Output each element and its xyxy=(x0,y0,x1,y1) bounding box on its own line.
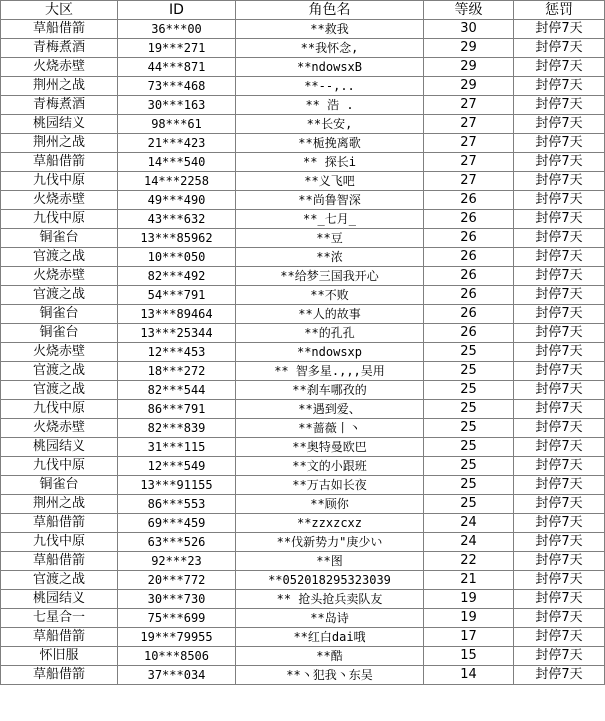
cell-role-name: **ndowsxp xyxy=(236,343,424,362)
cell-role-name: **我怀念, xyxy=(236,39,424,58)
cell-id: 92***23 xyxy=(118,552,236,571)
cell-region: 荆州之战 xyxy=(1,77,118,96)
cell-id: 12***453 xyxy=(118,343,236,362)
cell-penalty: 封停7天 xyxy=(514,20,605,39)
cell-level: 29 xyxy=(424,58,514,77)
cell-id: 63***526 xyxy=(118,533,236,552)
cell-level: 25 xyxy=(424,495,514,514)
cell-level: 25 xyxy=(424,438,514,457)
cell-level: 25 xyxy=(424,362,514,381)
cell-region: 草船借箭 xyxy=(1,552,118,571)
cell-region: 火烧赤壁 xyxy=(1,343,118,362)
cell-role-name: **遇到爱、 xyxy=(236,400,424,419)
cell-id: 44***871 xyxy=(118,58,236,77)
cell-level: 14 xyxy=(424,666,514,685)
cell-id: 86***791 xyxy=(118,400,236,419)
cell-level: 25 xyxy=(424,381,514,400)
cell-level: 25 xyxy=(424,476,514,495)
table-row xyxy=(1,457,605,476)
cell-penalty: 封停7天 xyxy=(514,533,605,552)
cell-level: 29 xyxy=(424,39,514,58)
cell-region: 九伐中原 xyxy=(1,533,118,552)
table-row xyxy=(1,514,605,533)
cell-penalty: 封停7天 xyxy=(514,590,605,609)
cell-id: 36***00 xyxy=(118,20,236,39)
table-row xyxy=(1,476,605,495)
cell-level: 22 xyxy=(424,552,514,571)
cell-level: 26 xyxy=(424,229,514,248)
cell-level: 27 xyxy=(424,153,514,172)
cell-region: 官渡之战 xyxy=(1,362,118,381)
table-row xyxy=(1,533,605,552)
cell-role-name: **万古如长夜 xyxy=(236,476,424,495)
cell-penalty: 封停7天 xyxy=(514,362,605,381)
cell-penalty: 封停7天 xyxy=(514,191,605,210)
cell-role-name: **红白dai哦 xyxy=(236,628,424,647)
cell-role-name: **_七月_ xyxy=(236,210,424,229)
table-row xyxy=(1,96,605,115)
cell-region: 火烧赤壁 xyxy=(1,191,118,210)
cell-role-name: **ndowsxB xyxy=(236,58,424,77)
cell-region: 青梅煮酒 xyxy=(1,96,118,115)
cell-level: 25 xyxy=(424,419,514,438)
cell-role-name: **伐新势力"庚少い xyxy=(236,533,424,552)
cell-penalty: 封停7天 xyxy=(514,305,605,324)
table-row xyxy=(1,628,605,647)
header-id: ID xyxy=(118,1,236,20)
cell-role-name: **顾你 xyxy=(236,495,424,514)
cell-region: 草船借箭 xyxy=(1,153,118,172)
cell-penalty: 封停7天 xyxy=(514,172,605,191)
cell-penalty: 封停7天 xyxy=(514,324,605,343)
cell-id: 20***772 xyxy=(118,571,236,590)
table-row xyxy=(1,229,605,248)
cell-role-name: **给梦三国我开心 xyxy=(236,267,424,286)
cell-id: 98***61 xyxy=(118,115,236,134)
table-row xyxy=(1,77,605,96)
cell-role-name: **奥特曼欧巴 xyxy=(236,438,424,457)
table-row xyxy=(1,286,605,305)
cell-role-name: ** 浩 . xyxy=(236,96,424,115)
table-body xyxy=(1,20,605,685)
cell-id: 73***468 xyxy=(118,77,236,96)
cell-region: 火烧赤壁 xyxy=(1,419,118,438)
table-row xyxy=(1,590,605,609)
cell-penalty: 封停7天 xyxy=(514,77,605,96)
cell-level: 27 xyxy=(424,134,514,153)
cell-penalty: 封停7天 xyxy=(514,134,605,153)
cell-level: 24 xyxy=(424,514,514,533)
cell-level: 27 xyxy=(424,115,514,134)
cell-id: 10***050 xyxy=(118,248,236,267)
cell-region: 官渡之战 xyxy=(1,571,118,590)
header-row xyxy=(1,1,605,20)
cell-role-name: **酷 xyxy=(236,647,424,666)
cell-role-name: **文的小跟班 xyxy=(236,457,424,476)
table-row xyxy=(1,210,605,229)
cell-penalty: 封停7天 xyxy=(514,229,605,248)
cell-penalty: 封停7天 xyxy=(514,58,605,77)
cell-penalty: 封停7天 xyxy=(514,267,605,286)
table-row xyxy=(1,419,605,438)
cell-region: 铜雀台 xyxy=(1,305,118,324)
table-row xyxy=(1,172,605,191)
cell-id: 18***272 xyxy=(118,362,236,381)
cell-role-name: **长安, xyxy=(236,115,424,134)
cell-penalty: 封停7天 xyxy=(514,115,605,134)
cell-penalty: 封停7天 xyxy=(514,457,605,476)
cell-id: 82***839 xyxy=(118,419,236,438)
table-row xyxy=(1,248,605,267)
cell-id: 82***544 xyxy=(118,381,236,400)
cell-level: 26 xyxy=(424,248,514,267)
cell-region: 九伐中原 xyxy=(1,457,118,476)
cell-penalty: 封停7天 xyxy=(514,609,605,628)
cell-penalty: 封停7天 xyxy=(514,571,605,590)
cell-penalty: 封停7天 xyxy=(514,39,605,58)
cell-penalty: 封停7天 xyxy=(514,381,605,400)
cell-region: 火烧赤壁 xyxy=(1,267,118,286)
cell-level: 21 xyxy=(424,571,514,590)
cell-level: 26 xyxy=(424,210,514,229)
cell-level: 19 xyxy=(424,590,514,609)
cell-region: 草船借箭 xyxy=(1,514,118,533)
table-row xyxy=(1,666,605,685)
cell-role-name: **不败 xyxy=(236,286,424,305)
cell-level: 15 xyxy=(424,647,514,666)
cell-penalty: 封停7天 xyxy=(514,552,605,571)
cell-region: 荆州之战 xyxy=(1,495,118,514)
table-row xyxy=(1,381,605,400)
cell-region: 九伐中原 xyxy=(1,172,118,191)
table-row xyxy=(1,495,605,514)
cell-role-name: **丶犯我丶东吴 xyxy=(236,666,424,685)
cell-region: 七星合一 xyxy=(1,609,118,628)
cell-id: 30***163 xyxy=(118,96,236,115)
cell-id: 21***423 xyxy=(118,134,236,153)
cell-penalty: 封停7天 xyxy=(514,286,605,305)
cell-id: 75***699 xyxy=(118,609,236,628)
table-row xyxy=(1,362,605,381)
cell-region: 桃园结义 xyxy=(1,590,118,609)
cell-level: 26 xyxy=(424,267,514,286)
cell-role-name: **刹车哪孜的 xyxy=(236,381,424,400)
cell-region: 铜雀台 xyxy=(1,229,118,248)
cell-role-name: **人的故事 xyxy=(236,305,424,324)
cell-region: 草船借箭 xyxy=(1,666,118,685)
cell-level: 25 xyxy=(424,457,514,476)
cell-role-name: **图 xyxy=(236,552,424,571)
cell-level: 30 xyxy=(424,20,514,39)
cell-region: 草船借箭 xyxy=(1,20,118,39)
cell-id: 43***632 xyxy=(118,210,236,229)
table-row xyxy=(1,609,605,628)
table-row xyxy=(1,20,605,39)
cell-level: 27 xyxy=(424,172,514,191)
cell-id: 49***490 xyxy=(118,191,236,210)
table-row xyxy=(1,571,605,590)
cell-level: 17 xyxy=(424,628,514,647)
cell-id: 12***549 xyxy=(118,457,236,476)
cell-role-name: **浓 xyxy=(236,248,424,267)
cell-id: 14***2258 xyxy=(118,172,236,191)
cell-role-name: **救我 xyxy=(236,20,424,39)
table-row xyxy=(1,400,605,419)
cell-region: 桃园结义 xyxy=(1,438,118,457)
cell-penalty: 封停7天 xyxy=(514,153,605,172)
cell-penalty: 封停7天 xyxy=(514,438,605,457)
table-row xyxy=(1,343,605,362)
cell-region: 九伐中原 xyxy=(1,210,118,229)
cell-penalty: 封停7天 xyxy=(514,514,605,533)
cell-id: 82***492 xyxy=(118,267,236,286)
cell-level: 27 xyxy=(424,96,514,115)
table-row xyxy=(1,647,605,666)
cell-region: 官渡之战 xyxy=(1,286,118,305)
cell-role-name: **蔷薇丨丶 xyxy=(236,419,424,438)
table-row xyxy=(1,191,605,210)
cell-role-name: **052018295323039 xyxy=(236,571,424,590)
cell-level: 25 xyxy=(424,343,514,362)
cell-penalty: 封停7天 xyxy=(514,210,605,229)
cell-id: 13***85962 xyxy=(118,229,236,248)
cell-penalty: 封停7天 xyxy=(514,400,605,419)
cell-level: 29 xyxy=(424,77,514,96)
cell-id: 30***730 xyxy=(118,590,236,609)
cell-role-name: ** 智多星.,,,吴用 xyxy=(236,362,424,381)
cell-level: 26 xyxy=(424,324,514,343)
table-row xyxy=(1,58,605,77)
cell-role-name: ** 抢头抢兵卖队友 xyxy=(236,590,424,609)
cell-region: 官渡之战 xyxy=(1,248,118,267)
cell-role-name: **--,.. xyxy=(236,77,424,96)
cell-region: 桃园结义 xyxy=(1,115,118,134)
cell-penalty: 封停7天 xyxy=(514,666,605,685)
cell-id: 54***791 xyxy=(118,286,236,305)
cell-id: 19***271 xyxy=(118,39,236,58)
cell-level: 26 xyxy=(424,191,514,210)
cell-level: 26 xyxy=(424,286,514,305)
table-row xyxy=(1,115,605,134)
cell-region: 官渡之战 xyxy=(1,381,118,400)
table-row xyxy=(1,324,605,343)
table-row xyxy=(1,267,605,286)
table-row xyxy=(1,39,605,58)
header-role-name: 角色名 xyxy=(236,1,424,20)
cell-role-name: ** 探长i xyxy=(236,153,424,172)
cell-region: 荆州之战 xyxy=(1,134,118,153)
cell-role-name: **栀挽离歌 xyxy=(236,134,424,153)
cell-penalty: 封停7天 xyxy=(514,248,605,267)
cell-id: 14***540 xyxy=(118,153,236,172)
table-row xyxy=(1,153,605,172)
cell-region: 铜雀台 xyxy=(1,324,118,343)
cell-penalty: 封停7天 xyxy=(514,476,605,495)
header-level: 等级 xyxy=(424,1,514,20)
cell-penalty: 封停7天 xyxy=(514,628,605,647)
cell-role-name: **岛诗 xyxy=(236,609,424,628)
cell-level: 26 xyxy=(424,305,514,324)
cell-penalty: 封停7天 xyxy=(514,96,605,115)
cell-id: 19***79955 xyxy=(118,628,236,647)
cell-id: 13***89464 xyxy=(118,305,236,324)
cell-role-name: **豆 xyxy=(236,229,424,248)
cell-role-name: **zzxzcxz xyxy=(236,514,424,533)
header-region: 大区 xyxy=(1,1,118,20)
cell-id: 69***459 xyxy=(118,514,236,533)
cell-penalty: 封停7天 xyxy=(514,343,605,362)
cell-id: 86***553 xyxy=(118,495,236,514)
cell-level: 24 xyxy=(424,533,514,552)
cell-level: 25 xyxy=(424,400,514,419)
cell-region: 草船借箭 xyxy=(1,628,118,647)
table-row xyxy=(1,305,605,324)
cell-region: 怀旧服 xyxy=(1,647,118,666)
cell-role-name: **义飞吧 xyxy=(236,172,424,191)
cell-id: 31***115 xyxy=(118,438,236,457)
cell-id: 13***91155 xyxy=(118,476,236,495)
cell-region: 青梅煮酒 xyxy=(1,39,118,58)
cell-id: 13***25344 xyxy=(118,324,236,343)
table-row xyxy=(1,134,605,153)
header-penalty: 惩罚 xyxy=(514,1,605,20)
table-row xyxy=(1,552,605,571)
cell-region: 火烧赤壁 xyxy=(1,58,118,77)
cell-penalty: 封停7天 xyxy=(514,495,605,514)
cell-region: 九伐中原 xyxy=(1,400,118,419)
cell-id: 10***8506 xyxy=(118,647,236,666)
cell-penalty: 封停7天 xyxy=(514,419,605,438)
cell-level: 19 xyxy=(424,609,514,628)
table-row xyxy=(1,438,605,457)
cell-region: 铜雀台 xyxy=(1,476,118,495)
cell-role-name: **的孔孔 xyxy=(236,324,424,343)
cell-id: 37***034 xyxy=(118,666,236,685)
cell-role-name: **尚鲁智深 xyxy=(236,191,424,210)
cell-penalty: 封停7天 xyxy=(514,647,605,666)
